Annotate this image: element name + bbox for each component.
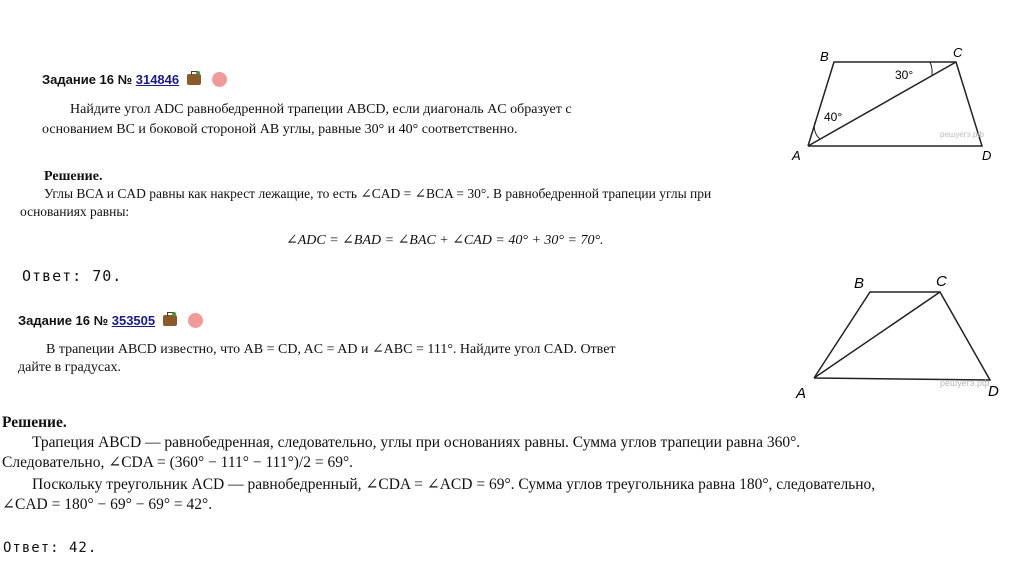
task2-answer: Ответ: 42.	[3, 540, 98, 556]
task1-text-line2: основанием BC и боковой стороной AB углы, равные 30° и 40° соответственно.	[42, 122, 518, 137]
task2-solution-title: Решение.	[2, 414, 67, 431]
task1-answer: Ответ: 70.	[22, 267, 123, 285]
task1-number-link[interactable]: 314846	[135, 72, 180, 87]
task2-trapezoid-figure	[790, 268, 1020, 408]
task1-header	[42, 72, 227, 87]
task1-trapezoid-figure	[780, 40, 1010, 170]
task1-formula: ∠ADC = ∠BAD = ∠BAC + ∠CAD = 40° + 30° = 70°.	[286, 233, 604, 248]
vertex-b-label: B	[854, 275, 865, 292]
vertex-c-label: C	[953, 45, 963, 60]
angle-a-label: 40°	[824, 110, 843, 124]
vertex-a-label: A	[796, 385, 807, 402]
task2-text-line1: В трапеции ABCD известно, что AB = CD, AC = AD и ∠ABC = 111°. Найдите угол CAD. Ответ	[46, 342, 616, 357]
task2-header	[18, 313, 203, 328]
task2-solution-line3: Поскольку треугольник ACD — равнобедренный, ∠CDA = ∠ACD = 69°. Сумма углов треугольника равна 180°, следовательно,	[32, 476, 876, 493]
task2-label: Задание 16 №	[18, 313, 109, 328]
vertex-c-label: C	[936, 273, 947, 290]
task2-solution-line1: Трапеция ABCD — равнобедренная, следовательно, углы при основаниях равны. Сумма углов трапеции равна 360°.	[32, 434, 801, 451]
task1-text-line1: Найдите угол ADC равнобедренной трапеции ABCD, если диагональ AC образует с	[70, 102, 572, 117]
task1-solution-title: Решение.	[44, 169, 103, 184]
status-circle-icon[interactable]	[188, 313, 203, 328]
angle-c-label: 30°	[895, 68, 914, 82]
briefcase-icon[interactable]	[163, 315, 177, 326]
figure1-watermark: решуегэ.рф	[940, 130, 984, 139]
task1-solution-line2: основаниях равны:	[20, 204, 130, 219]
angle-arc-c	[930, 62, 932, 75]
briefcase-icon[interactable]	[187, 74, 201, 85]
task2-solution-line4: ∠CAD = 180° − 69° − 69° = 42°.	[2, 496, 213, 513]
figure2-watermark: решуегэ.рф	[940, 378, 990, 388]
vertex-b-label: B	[820, 49, 829, 64]
trapezoid-outline	[814, 292, 990, 380]
task1-solution-line1: Углы BCA и CAD равны как накрест лежащие, то есть ∠CAD = ∠BCA = 30°. В равнобедренной трапеции углы при	[44, 186, 712, 201]
vertex-d-label: D	[982, 148, 992, 163]
task2-text-line2: дайте в градусах.	[18, 360, 121, 375]
vertex-d-label: D	[988, 383, 999, 400]
task2-solution-line2: Следовательно, ∠CDA = (360° − 111° − 111°)/2 = 69°.	[2, 454, 354, 471]
task2-number-link[interactable]: 353505	[111, 313, 156, 328]
task1-label: Задание 16 №	[42, 72, 133, 87]
diagonal-ac	[814, 292, 940, 378]
status-circle-icon[interactable]	[212, 72, 227, 87]
vertex-a-label: A	[792, 148, 801, 163]
